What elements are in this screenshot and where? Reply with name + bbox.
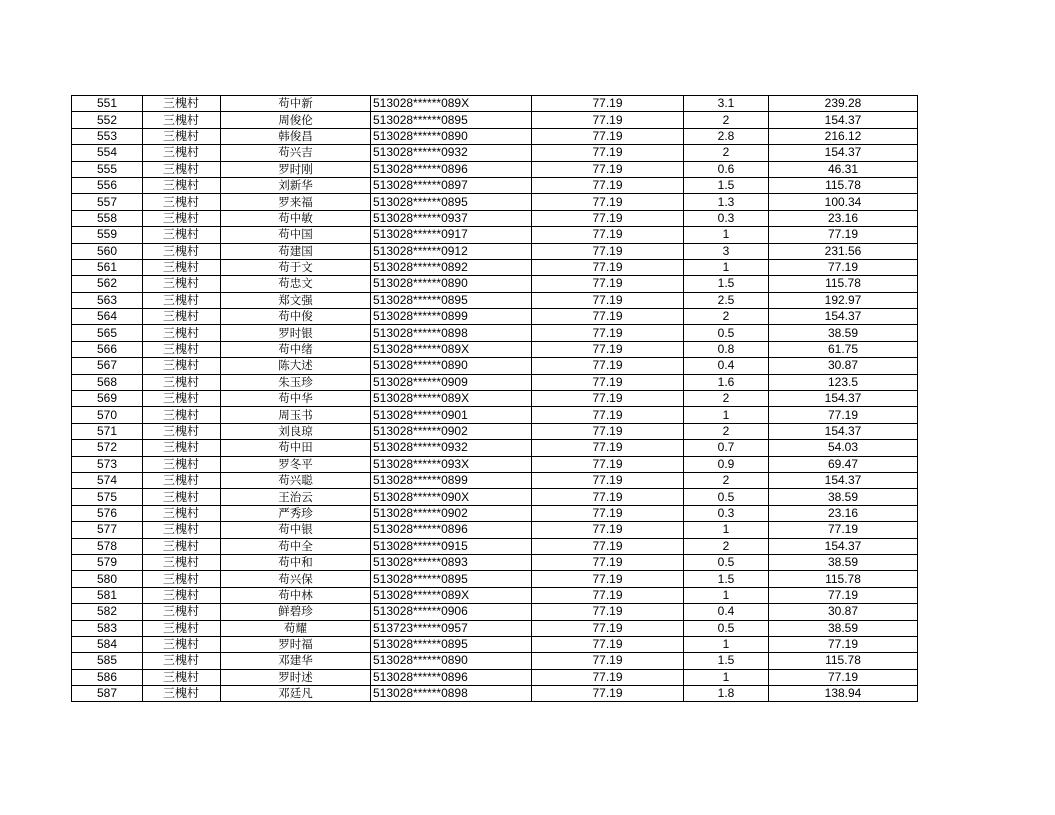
village-cell: 三槐村 [143, 636, 221, 652]
table-row [72, 686, 918, 702]
person-name-cell: 邓廷凡 [221, 686, 371, 702]
unit-price-cell: 77.19 [532, 636, 684, 652]
id-number-cell: 513028******0895 [371, 636, 532, 652]
area-cell: 2 [684, 391, 769, 407]
unit-price-cell: 77.19 [532, 276, 684, 292]
unit-price-cell: 77.19 [532, 341, 684, 357]
person-name-cell: 苟建国 [221, 243, 371, 259]
row-number-cell: 581 [72, 587, 143, 603]
id-number-cell: 513028******0895 [371, 571, 532, 587]
row-number-cell: 562 [72, 276, 143, 292]
table-row [72, 358, 918, 374]
village-cell: 三槐村 [143, 210, 221, 226]
table-row [72, 571, 918, 587]
person-name-cell: 王治云 [221, 489, 371, 505]
table-row [72, 620, 918, 636]
row-number-cell: 556 [72, 177, 143, 193]
table-row [72, 669, 918, 685]
row-number-cell: 584 [72, 636, 143, 652]
id-number-cell: 513028******0932 [371, 145, 532, 161]
amount-cell: 77.19 [769, 587, 918, 603]
row-number-cell: 574 [72, 472, 143, 488]
village-cell: 三槐村 [143, 653, 221, 669]
area-cell: 1.5 [684, 653, 769, 669]
row-number-cell: 565 [72, 325, 143, 341]
area-cell: 1.3 [684, 194, 769, 210]
id-number-cell: 513028******0895 [371, 292, 532, 308]
village-cell: 三槐村 [143, 243, 221, 259]
id-number-cell: 513028******0902 [371, 423, 532, 439]
id-number-cell: 513028******0893 [371, 554, 532, 570]
unit-price-cell: 77.19 [532, 407, 684, 423]
row-number-cell: 575 [72, 489, 143, 505]
person-name-cell: 苟中林 [221, 587, 371, 603]
id-number-cell: 513028******0937 [371, 210, 532, 226]
amount-cell: 239.28 [769, 96, 918, 112]
table-row [72, 161, 918, 177]
person-name-cell: 苟中华 [221, 391, 371, 407]
person-name-cell: 周玉书 [221, 407, 371, 423]
area-cell: 0.8 [684, 341, 769, 357]
data-table [71, 95, 918, 702]
id-number-cell: 513028******093X [371, 456, 532, 472]
amount-cell: 77.19 [769, 522, 918, 538]
area-cell: 3.1 [684, 96, 769, 112]
row-number-cell: 551 [72, 96, 143, 112]
village-cell: 三槐村 [143, 227, 221, 243]
amount-cell: 115.78 [769, 276, 918, 292]
area-cell: 1 [684, 636, 769, 652]
person-name-cell: 邓建华 [221, 653, 371, 669]
person-name-cell: 罗时银 [221, 325, 371, 341]
id-number-cell: 513028******0906 [371, 604, 532, 620]
row-number-cell: 555 [72, 161, 143, 177]
amount-cell: 77.19 [769, 636, 918, 652]
person-name-cell: 苟于文 [221, 259, 371, 275]
amount-cell: 77.19 [769, 669, 918, 685]
amount-cell: 216.12 [769, 128, 918, 144]
amount-cell: 23.16 [769, 505, 918, 521]
table-row [72, 112, 918, 128]
table-body [72, 96, 918, 702]
person-name-cell: 苟中全 [221, 538, 371, 554]
village-cell: 三槐村 [143, 604, 221, 620]
village-cell: 三槐村 [143, 276, 221, 292]
amount-cell: 77.19 [769, 259, 918, 275]
unit-price-cell: 77.19 [532, 309, 684, 325]
village-cell: 三槐村 [143, 554, 221, 570]
unit-price-cell: 77.19 [532, 620, 684, 636]
village-cell: 三槐村 [143, 505, 221, 521]
village-cell: 三槐村 [143, 686, 221, 702]
table-row [72, 177, 918, 193]
area-cell: 1 [684, 227, 769, 243]
village-cell: 三槐村 [143, 341, 221, 357]
amount-cell: 154.37 [769, 391, 918, 407]
area-cell: 0.4 [684, 358, 769, 374]
id-number-cell: 513028******0895 [371, 112, 532, 128]
id-number-cell: 513028******0897 [371, 177, 532, 193]
amount-cell: 154.37 [769, 538, 918, 554]
row-number-cell: 578 [72, 538, 143, 554]
village-cell: 三槐村 [143, 96, 221, 112]
table-row [72, 210, 918, 226]
area-cell: 0.9 [684, 456, 769, 472]
unit-price-cell: 77.19 [532, 472, 684, 488]
row-number-cell: 579 [72, 554, 143, 570]
unit-price-cell: 77.19 [532, 538, 684, 554]
table-row [72, 96, 918, 112]
person-name-cell: 刘新华 [221, 177, 371, 193]
row-number-cell: 580 [72, 571, 143, 587]
area-cell: 1 [684, 259, 769, 275]
id-number-cell: 513028******0892 [371, 259, 532, 275]
amount-cell: 231.56 [769, 243, 918, 259]
unit-price-cell: 77.19 [532, 571, 684, 587]
table-row [72, 309, 918, 325]
area-cell: 3 [684, 243, 769, 259]
area-cell: 2 [684, 112, 769, 128]
row-number-cell: 567 [72, 358, 143, 374]
person-name-cell: 陈大述 [221, 358, 371, 374]
row-number-cell: 559 [72, 227, 143, 243]
row-number-cell: 570 [72, 407, 143, 423]
row-number-cell: 568 [72, 374, 143, 390]
village-cell: 三槐村 [143, 194, 221, 210]
amount-cell: 38.59 [769, 620, 918, 636]
unit-price-cell: 77.19 [532, 522, 684, 538]
unit-price-cell: 77.19 [532, 440, 684, 456]
person-name-cell: 苟中新 [221, 96, 371, 112]
row-number-cell: 553 [72, 128, 143, 144]
amount-cell: 115.78 [769, 177, 918, 193]
area-cell: 2 [684, 472, 769, 488]
person-name-cell: 苟中敏 [221, 210, 371, 226]
amount-cell: 30.87 [769, 604, 918, 620]
person-name-cell: 苟兴保 [221, 571, 371, 587]
person-name-cell: 苟耀 [221, 620, 371, 636]
area-cell: 0.5 [684, 620, 769, 636]
person-name-cell: 周俊伦 [221, 112, 371, 128]
table-row [72, 243, 918, 259]
unit-price-cell: 77.19 [532, 177, 684, 193]
id-number-cell: 513028******0896 [371, 522, 532, 538]
amount-cell: 154.37 [769, 145, 918, 161]
person-name-cell: 罗时刚 [221, 161, 371, 177]
unit-price-cell: 77.19 [532, 554, 684, 570]
table-row [72, 522, 918, 538]
row-number-cell: 558 [72, 210, 143, 226]
amount-cell: 54.03 [769, 440, 918, 456]
unit-price-cell: 77.19 [532, 161, 684, 177]
unit-price-cell: 77.19 [532, 194, 684, 210]
village-cell: 三槐村 [143, 456, 221, 472]
unit-price-cell: 77.19 [532, 210, 684, 226]
person-name-cell: 苟中田 [221, 440, 371, 456]
amount-cell: 100.34 [769, 194, 918, 210]
id-number-cell: 513028******0890 [371, 358, 532, 374]
id-number-cell: 513028******0890 [371, 653, 532, 669]
id-number-cell: 513028******0890 [371, 276, 532, 292]
row-number-cell: 557 [72, 194, 143, 210]
person-name-cell: 罗来福 [221, 194, 371, 210]
area-cell: 0.5 [684, 325, 769, 341]
amount-cell: 123.5 [769, 374, 918, 390]
area-cell: 2.5 [684, 292, 769, 308]
unit-price-cell: 77.19 [532, 604, 684, 620]
row-number-cell: 573 [72, 456, 143, 472]
area-cell: 0.5 [684, 489, 769, 505]
village-cell: 三槐村 [143, 177, 221, 193]
table-row [72, 128, 918, 144]
row-number-cell: 577 [72, 522, 143, 538]
village-cell: 三槐村 [143, 669, 221, 685]
row-number-cell: 554 [72, 145, 143, 161]
id-number-cell: 513028******0899 [371, 309, 532, 325]
amount-cell: 154.37 [769, 472, 918, 488]
unit-price-cell: 77.19 [532, 669, 684, 685]
person-name-cell: 罗时述 [221, 669, 371, 685]
id-number-cell: 513028******0917 [371, 227, 532, 243]
amount-cell: 46.31 [769, 161, 918, 177]
village-cell: 三槐村 [143, 325, 221, 341]
unit-price-cell: 77.19 [532, 686, 684, 702]
unit-price-cell: 77.19 [532, 128, 684, 144]
area-cell: 1 [684, 587, 769, 603]
area-cell: 1.5 [684, 177, 769, 193]
person-name-cell: 苟中和 [221, 554, 371, 570]
amount-cell: 154.37 [769, 112, 918, 128]
area-cell: 1.5 [684, 571, 769, 587]
area-cell: 0.7 [684, 440, 769, 456]
person-name-cell: 苟中国 [221, 227, 371, 243]
row-number-cell: 582 [72, 604, 143, 620]
area-cell: 2.8 [684, 128, 769, 144]
table-row [72, 227, 918, 243]
id-number-cell: 513028******0898 [371, 325, 532, 341]
unit-price-cell: 77.19 [532, 292, 684, 308]
area-cell: 0.3 [684, 210, 769, 226]
id-number-cell: 513028******0896 [371, 161, 532, 177]
person-name-cell: 韩俊昌 [221, 128, 371, 144]
table-row [72, 604, 918, 620]
table-row [72, 423, 918, 439]
area-cell: 0.5 [684, 554, 769, 570]
person-name-cell: 苟兴聪 [221, 472, 371, 488]
village-cell: 三槐村 [143, 522, 221, 538]
unit-price-cell: 77.19 [532, 374, 684, 390]
village-cell: 三槐村 [143, 538, 221, 554]
area-cell: 2 [684, 538, 769, 554]
id-number-cell: 513028******0896 [371, 669, 532, 685]
village-cell: 三槐村 [143, 374, 221, 390]
amount-cell: 77.19 [769, 407, 918, 423]
table-row [72, 292, 918, 308]
amount-cell: 115.78 [769, 653, 918, 669]
village-cell: 三槐村 [143, 423, 221, 439]
id-number-cell: 513028******0902 [371, 505, 532, 521]
village-cell: 三槐村 [143, 128, 221, 144]
table-row [72, 391, 918, 407]
unit-price-cell: 77.19 [532, 358, 684, 374]
table-row [72, 341, 918, 357]
village-cell: 三槐村 [143, 587, 221, 603]
amount-cell: 23.16 [769, 210, 918, 226]
row-number-cell: 566 [72, 341, 143, 357]
table-row [72, 489, 918, 505]
amount-cell: 154.37 [769, 309, 918, 325]
table-row [72, 505, 918, 521]
table-row [72, 325, 918, 341]
unit-price-cell: 77.19 [532, 391, 684, 407]
unit-price-cell: 77.19 [532, 653, 684, 669]
row-number-cell: 563 [72, 292, 143, 308]
amount-cell: 77.19 [769, 227, 918, 243]
id-number-cell: 513028******0932 [371, 440, 532, 456]
person-name-cell: 鲜碧珍 [221, 604, 371, 620]
unit-price-cell: 77.19 [532, 587, 684, 603]
unit-price-cell: 77.19 [532, 227, 684, 243]
amount-cell: 192.97 [769, 292, 918, 308]
id-number-cell: 513028******089X [371, 391, 532, 407]
table-row [72, 587, 918, 603]
amount-cell: 38.59 [769, 325, 918, 341]
id-number-cell: 513028******0915 [371, 538, 532, 554]
row-number-cell: 583 [72, 620, 143, 636]
person-name-cell: 严秀珍 [221, 505, 371, 521]
village-cell: 三槐村 [143, 407, 221, 423]
table-row [72, 538, 918, 554]
row-number-cell: 552 [72, 112, 143, 128]
row-number-cell: 576 [72, 505, 143, 521]
row-number-cell: 569 [72, 391, 143, 407]
village-cell: 三槐村 [143, 489, 221, 505]
area-cell: 1 [684, 407, 769, 423]
id-number-cell: 513028******0912 [371, 243, 532, 259]
table-row [72, 194, 918, 210]
row-number-cell: 585 [72, 653, 143, 669]
row-number-cell: 561 [72, 259, 143, 275]
village-cell: 三槐村 [143, 620, 221, 636]
area-cell: 2 [684, 423, 769, 439]
area-cell: 1.8 [684, 686, 769, 702]
table-row [72, 636, 918, 652]
row-number-cell: 586 [72, 669, 143, 685]
person-name-cell: 罗冬平 [221, 456, 371, 472]
area-cell: 2 [684, 309, 769, 325]
unit-price-cell: 77.19 [532, 259, 684, 275]
id-number-cell: 513723******0957 [371, 620, 532, 636]
table-row [72, 440, 918, 456]
unit-price-cell: 77.19 [532, 423, 684, 439]
village-cell: 三槐村 [143, 309, 221, 325]
person-name-cell: 刘良琼 [221, 423, 371, 439]
table-row [72, 407, 918, 423]
amount-cell: 115.78 [769, 571, 918, 587]
person-name-cell: 苟中绪 [221, 341, 371, 357]
unit-price-cell: 77.19 [532, 325, 684, 341]
person-name-cell: 罗时福 [221, 636, 371, 652]
amount-cell: 38.59 [769, 554, 918, 570]
unit-price-cell: 77.19 [532, 489, 684, 505]
id-number-cell: 513028******0901 [371, 407, 532, 423]
amount-cell: 69.47 [769, 456, 918, 472]
village-cell: 三槐村 [143, 440, 221, 456]
table-row [72, 653, 918, 669]
village-cell: 三槐村 [143, 112, 221, 128]
unit-price-cell: 77.19 [532, 112, 684, 128]
id-number-cell: 513028******0898 [371, 686, 532, 702]
unit-price-cell: 77.19 [532, 456, 684, 472]
table-row [72, 472, 918, 488]
row-number-cell: 587 [72, 686, 143, 702]
id-number-cell: 513028******0909 [371, 374, 532, 390]
person-name-cell: 苟中俊 [221, 309, 371, 325]
id-number-cell: 513028******089X [371, 587, 532, 603]
table-row [72, 145, 918, 161]
id-number-cell: 513028******0895 [371, 194, 532, 210]
amount-cell: 30.87 [769, 358, 918, 374]
amount-cell: 138.94 [769, 686, 918, 702]
amount-cell: 61.75 [769, 341, 918, 357]
area-cell: 0.3 [684, 505, 769, 521]
id-number-cell: 513028******0899 [371, 472, 532, 488]
unit-price-cell: 77.19 [532, 243, 684, 259]
id-number-cell: 513028******0890 [371, 128, 532, 144]
person-name-cell: 苟忠文 [221, 276, 371, 292]
village-cell: 三槐村 [143, 571, 221, 587]
unit-price-cell: 77.19 [532, 505, 684, 521]
id-number-cell: 513028******090X [371, 489, 532, 505]
area-cell: 1.5 [684, 276, 769, 292]
person-name-cell: 郑文强 [221, 292, 371, 308]
village-cell: 三槐村 [143, 292, 221, 308]
area-cell: 1 [684, 522, 769, 538]
row-number-cell: 571 [72, 423, 143, 439]
id-number-cell: 513028******089X [371, 341, 532, 357]
area-cell: 1 [684, 669, 769, 685]
table-row [72, 554, 918, 570]
village-cell: 三槐村 [143, 472, 221, 488]
area-cell: 1.6 [684, 374, 769, 390]
id-number-cell: 513028******089X [371, 96, 532, 112]
area-cell: 0.6 [684, 161, 769, 177]
area-cell: 2 [684, 145, 769, 161]
area-cell: 0.4 [684, 604, 769, 620]
amount-cell: 38.59 [769, 489, 918, 505]
table-row [72, 259, 918, 275]
village-cell: 三槐村 [143, 145, 221, 161]
person-name-cell: 朱玉珍 [221, 374, 371, 390]
row-number-cell: 572 [72, 440, 143, 456]
table-row [72, 456, 918, 472]
table-row [72, 276, 918, 292]
person-name-cell: 苟中银 [221, 522, 371, 538]
table-row [72, 374, 918, 390]
unit-price-cell: 77.19 [532, 96, 684, 112]
row-number-cell: 564 [72, 309, 143, 325]
village-cell: 三槐村 [143, 259, 221, 275]
row-number-cell: 560 [72, 243, 143, 259]
village-cell: 三槐村 [143, 161, 221, 177]
village-cell: 三槐村 [143, 358, 221, 374]
village-cell: 三槐村 [143, 391, 221, 407]
unit-price-cell: 77.19 [532, 145, 684, 161]
person-name-cell: 苟兴吉 [221, 145, 371, 161]
amount-cell: 154.37 [769, 423, 918, 439]
